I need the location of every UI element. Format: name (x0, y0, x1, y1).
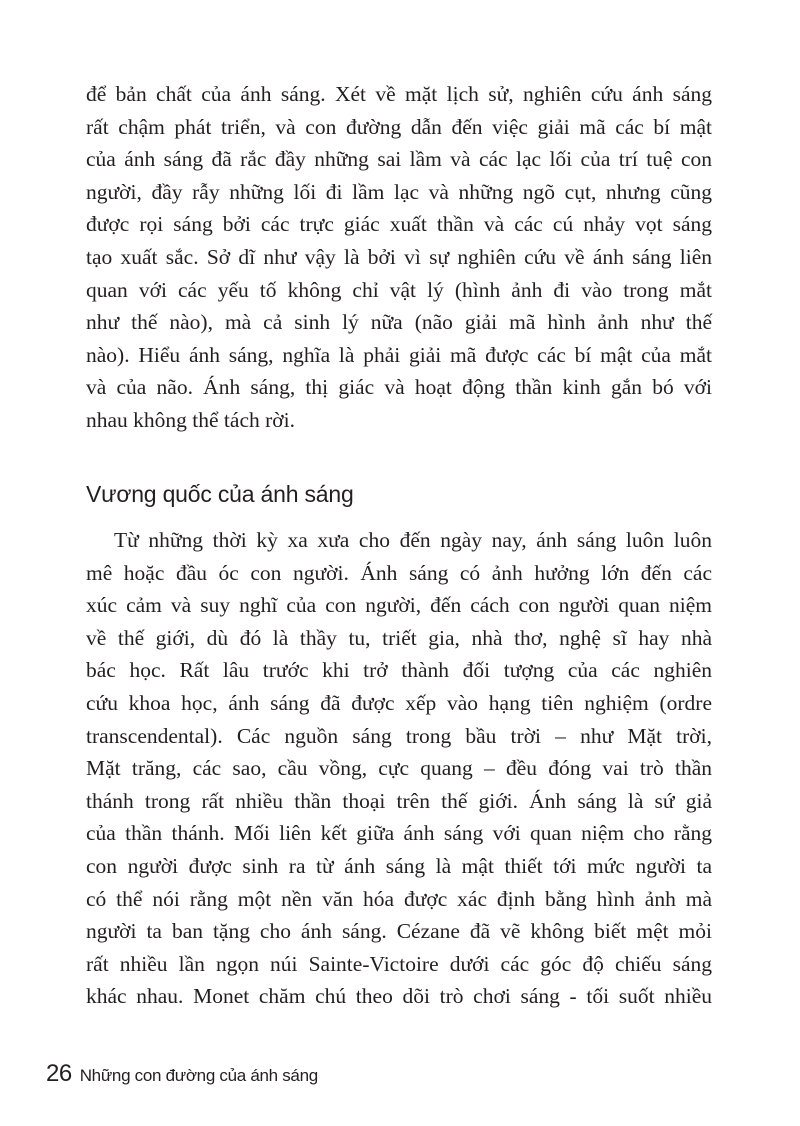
page-footer (46, 1060, 318, 1088)
text-line: quan với các yếu tố không chỉ vật lý (hình ảnh đi vào trong mắt (86, 277, 712, 302)
text-line: khác nhau. Monet chăm chú theo dõi trò chơi sáng - tối suốt nhiều (86, 984, 712, 1009)
text-line: thánh trong rất nhiều thần thoại trên thế giới. Ánh sáng là sứ giả (86, 788, 712, 813)
text-line: và của não. Ánh sáng, thị giác và hoạt động thần kinh gắn bó với (86, 375, 712, 400)
text-line: Từ những thời kỳ xa xưa cho đến ngày nay, ánh sáng luôn luôn (114, 528, 712, 552)
text-line: người ta ban tặng cho ánh sáng. Cézane đã vẽ không biết mệt mỏi (86, 919, 712, 944)
text-line: cứu khoa học, ánh sáng đã được xếp vào hạng tiên nghiệm (ordre (86, 690, 712, 715)
text-line: xúc cảm và suy nghĩ của con người, đến cách con người quan niệm (86, 593, 712, 618)
body-paragraph-1 (86, 78, 712, 437)
text-line: bác học. Rất lâu trước khi trở thành đối tượng của các nghiên (86, 658, 712, 683)
text-line: để bản chất của ánh sáng. Xét về mặt lịch sử, nghiên cứu ánh sáng (86, 82, 712, 106)
text-line: như thế nào), mà cả sinh lý nữa (não giải mã hình ảnh như thế (86, 310, 712, 335)
text-line: rất nhiều lần ngọn núi Sainte-Victoire dưới các góc độ chiếu sáng (86, 951, 712, 976)
text-line: của ánh sáng đã rắc đầy những sai lầm và các lạc lối của trí tuệ con (86, 147, 712, 172)
section-heading: Vương quốc của ánh sáng (86, 481, 354, 507)
text-line: về thế giới, dù đó là thầy tu, triết gia, nhà thơ, nghệ sĩ hay nhà (86, 625, 712, 650)
text-line: transcendental). Các nguồn sáng trong bầu trời – như Mặt trời, (86, 723, 712, 748)
text-line: có thể nói rằng một nền văn hóa được xác định bằng hình ảnh mà (86, 886, 712, 911)
text-line: mê hoặc đầu óc con người. Ánh sáng có ảnh hưởng lớn đến các (86, 560, 712, 585)
text-line: tạo xuất sắc. Sở dĩ như vậy là bởi vì sự nghiên cứu về ánh sáng liên (86, 244, 712, 269)
text-line: Mặt trăng, các sao, cầu vồng, cực quang – đều đóng vai trò thần (86, 756, 712, 781)
text-line: được rọi sáng bởi các trực giác xuất thần và các cú nhảy vọt sáng (86, 212, 712, 237)
text-line: của thần thánh. Mối liên kết giữa ánh sáng với quan niệm cho rằng (86, 821, 712, 846)
page-number: 26 (46, 1060, 72, 1087)
body-paragraph-2 (86, 524, 712, 1013)
text-line: con người được sinh ra từ ánh sáng là mật thiết tới mức người ta (86, 853, 712, 878)
text-line: nào). Hiểu ánh sáng, nghĩa là phải giải mã được các bí mật của mắt (86, 342, 712, 367)
text-line: rất chậm phát triển, và con đường dẫn đến việc giải mã các bí mật (86, 114, 712, 139)
running-title: Những con đường của ánh sáng (79, 1066, 318, 1085)
text-line: nhau không thể tách rời. (86, 407, 295, 432)
text-line: người, đầy rẫy những lối đi lầm lạc và những ngõ cụt, nhưng cũng (86, 179, 712, 204)
